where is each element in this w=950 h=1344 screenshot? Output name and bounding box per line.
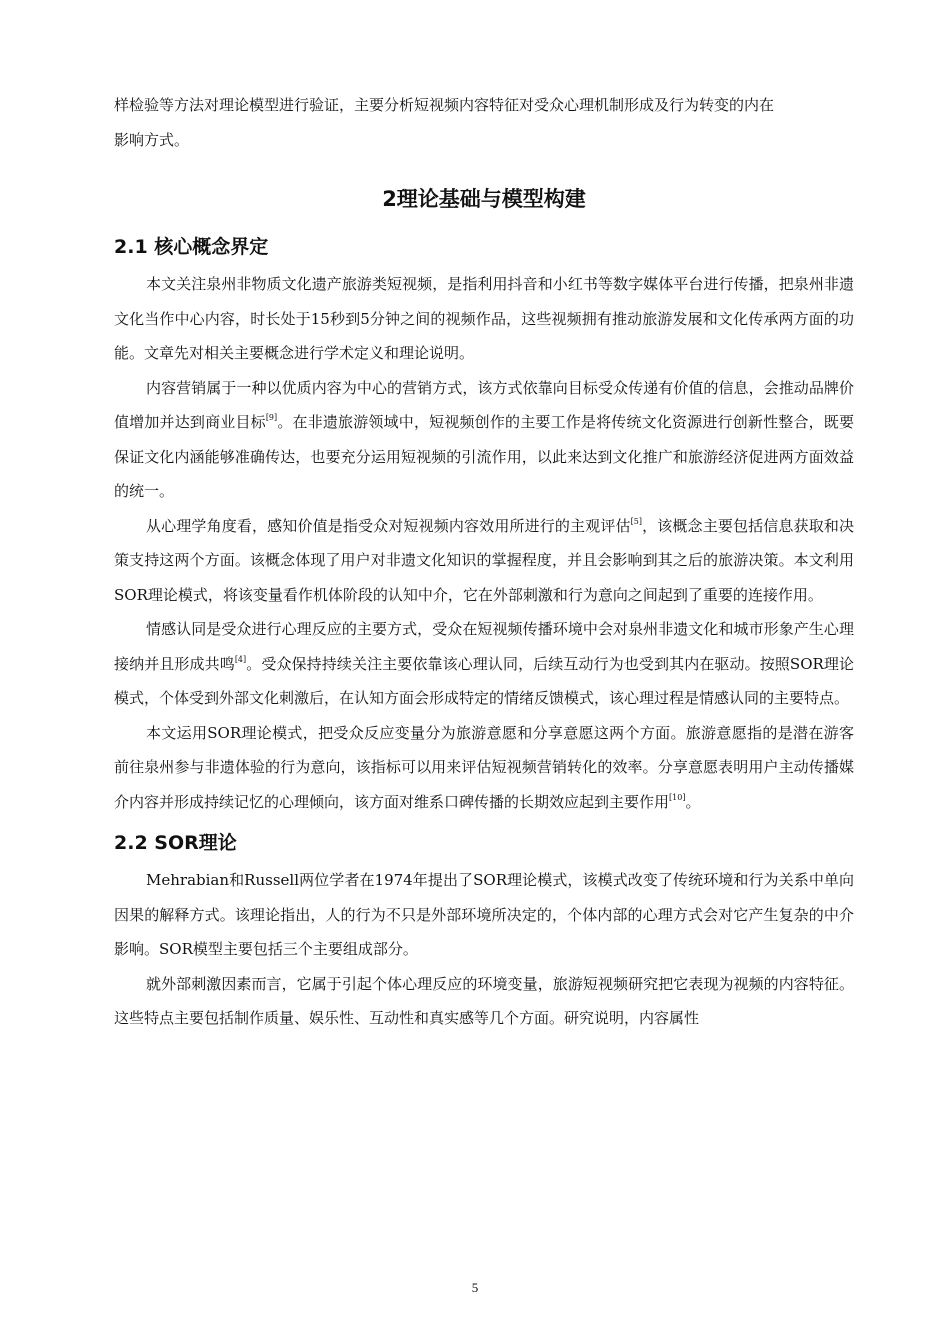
paragraph-short-video-definition: 本文关注泉州非物质文化遗产旅游类短视频，是指利用抖音和小红书等数字媒体平台进行传播，把泉州非遗文化当作中心内容，时长处于15秒到5分钟之间的视频作品，这些视频拥有推动旅游发展和文化传承两方面的功能。文章先对相关主要概念进行学术定义和理论说明。 bbox=[114, 275, 854, 362]
citation-ref: [9] bbox=[265, 413, 278, 422]
citation-ref: [10] bbox=[669, 792, 686, 802]
paragraph-text: 从心理学角度看，感知价值是指受众对短视频内容效用所进行的主观评估 bbox=[146, 516, 631, 535]
paragraph-text: 情感认同是受众进行心理反应的主要方式，受众在短视频传播环境中会对泉州非遗文化和城市形象产生心理接纳并且形成共鸣 bbox=[114, 620, 854, 673]
page-number: 5 bbox=[471, 1280, 479, 1295]
paragraph-response-variables bbox=[114, 716, 854, 820]
section-heading-sor-theory: 2.2 SOR理论 bbox=[114, 832, 237, 854]
paragraph-text: 。在非遗旅游领域中，短视频创作的主要工作是将传统文化资源进行创新性整合，既要保证文化内涵能够准确传达，也要充分运用短视频的引流作用，以此来达到文化推广和旅游经济促进两方面效益的统一。 bbox=[114, 413, 854, 500]
citation-ref: [4] bbox=[234, 654, 247, 664]
paragraph-emotional-identity bbox=[114, 612, 854, 716]
intro-line-1: 样检验等方法对理论模型进行验证，主要分析短视频内容特征对受众心理机制形成及行为转变的内在 bbox=[114, 96, 775, 114]
paragraph-text: 本文运用SOR理论模式，把受众反应变量分为旅游意愿和分享意愿这两个方面。旅游意愿指的是潜在游客前往泉州参与非遗体验的行为意向，该指标可以用来评估短视频营销转化的效率。分享意愿表明用户主动传播媒介内容并形成持续记忆的心理倾向，该方面对维系口碑传播的长期效应起到主要作用 bbox=[114, 723, 854, 811]
paragraph-sor-origin: Mehrabian和Russell两位学者在1974年提出了SOR理论模式，该模式改变了传统环境和行为关系中单向因果的解释方式。该理论指出，人的行为不只是外部环境所决定的，个体内部的心理方式会对它产生复杂的中介影响。SOR模型主要包括三个主要组成部分。 bbox=[114, 871, 854, 958]
intro-paragraph bbox=[114, 88, 854, 157]
chapter-title: 2理论基础与模型构建 bbox=[382, 187, 586, 211]
paragraph-text: ，该概念主要包括信息获取和决策支持这两个方面。该概念体现了用户对非遗文化知识的掌握程度，并且会影响到其之后的旅游决策。本文利用SOR理论模式，将该变量看作机体阶段的认知中介，它在外部刺激和行为意向之间起到了重要的连接作用。 bbox=[114, 516, 854, 604]
paragraph-text: 。 bbox=[685, 792, 701, 811]
paragraph-perceived-value bbox=[114, 509, 854, 613]
intro-line-2: 影响方式。 bbox=[114, 130, 190, 149]
paragraph-content-marketing bbox=[114, 371, 854, 509]
paragraph-text: 内容营销属于一种以优质内容为中心的营销方式，该方式依靠向目标受众传递有价值的信息，会推动品牌价值增加并达到商业目标 bbox=[114, 378, 854, 431]
page-body bbox=[114, 88, 854, 1036]
citation-ref: [5] bbox=[630, 516, 642, 526]
paragraph-external-stimulus: 就外部刺激因素而言，它属于引起个体心理反应的环境变量，旅游短视频研究把它表现为视频的内容特征。这些特点主要包括制作质量、娱乐性、互动性和真实感等几个方面。研究说明，内容属性 bbox=[114, 974, 854, 1027]
section-heading-core-concepts: 2.1 核心概念界定 bbox=[114, 236, 269, 258]
paragraph-text: 。受众保持持续关注主要依靠该心理认同，后续互动行为也受到其内在驱动。按照SOR理论模式，个体受到外部文化刺激后，在认知方面会形成特定的情绪反馈模式，该心理过程是情感认同的主要特点。 bbox=[114, 654, 854, 707]
